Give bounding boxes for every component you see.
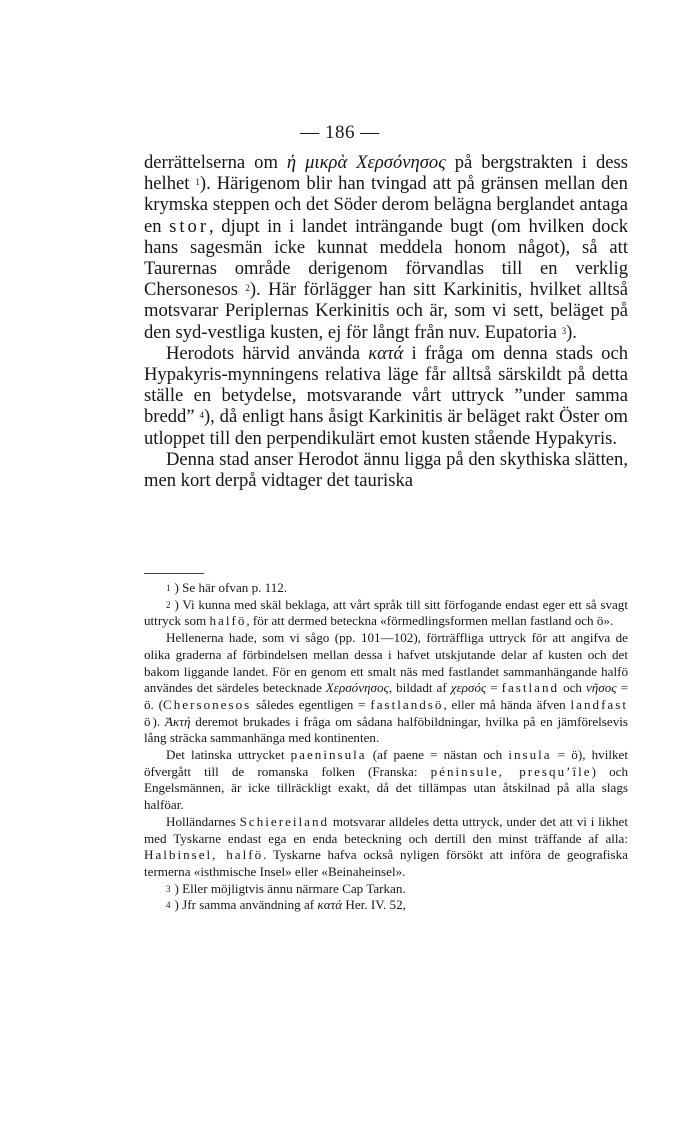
text-run: deremot brukades i fråga om sådana halföbildningar, hvilka på en jämförelsevis lång sträcka sammanhänga med kontinenten. bbox=[144, 713, 628, 746]
emphasized-word: fastland bbox=[501, 680, 560, 696]
footnote-2-para-2 bbox=[144, 630, 628, 747]
greek-word: χερσός bbox=[450, 680, 487, 696]
greek-word: κατά bbox=[317, 897, 343, 913]
text-run: = ö), hvilket öfvergått till de romanska folken (Franska: bbox=[144, 747, 628, 779]
footnote-2 bbox=[144, 597, 628, 630]
text-run: , eller må hända äfven bbox=[443, 696, 571, 712]
text-run: ). bbox=[152, 713, 165, 729]
text-run: ) Jfr samma användning af bbox=[174, 897, 318, 913]
text-run: ), då enligt hans åsigt Karkinitis är beläget rakt Öster om utloppet till den perpendikulärt emot kusten stående Hypakyris. bbox=[144, 406, 628, 449]
emphasized-word: insula bbox=[508, 747, 552, 763]
text-run: , bildadt af bbox=[388, 680, 451, 696]
text-run: ) Vi kunna med skäl beklaga, att vårt språk till sitt förfogande endast eger ett så svagt uttryck som bbox=[144, 596, 628, 629]
footnote-4 bbox=[144, 897, 628, 914]
emphasized-word: Chersonesos bbox=[163, 696, 252, 712]
text-run: Herodots härvid använda bbox=[166, 342, 369, 364]
text-run: Hellenerna hade, som vi sågo (pp. 101—102), förträffliga uttryck för att angifva de olika graderna af förbindelsen mellan dessa i hafvet utskjutande delar af kusten och det bakom liggande landet. För en genom ett smalt näs med fastlandet sammanhängande halfö användes det särdeles betecknade bbox=[144, 630, 628, 696]
footnote-number: 3 bbox=[166, 883, 171, 894]
footnote-ref-3[interactable]: 3 bbox=[561, 325, 567, 336]
page-number: — 186 — bbox=[300, 122, 380, 143]
text-run: Holländarnes bbox=[166, 813, 240, 829]
footnote-2-para-4 bbox=[144, 814, 628, 881]
text-run: = bbox=[486, 680, 502, 696]
footnote-ref-1[interactable]: 1 bbox=[195, 177, 200, 188]
footnote-text: ) Eller möjligtvis ännu närmare Cap Tarkan. bbox=[174, 880, 406, 896]
emphasized-word: landfast ö bbox=[144, 696, 628, 729]
emphasized-word: Schiereiland bbox=[239, 813, 330, 829]
greek-word: Χερσόνησος bbox=[325, 680, 389, 696]
emphasized-word: paeninsula bbox=[290, 747, 367, 763]
text-run: , djupt in i landet inträngande bugt (om hvilken dock hans sagesmän icke kunnat meddela honom något), så att Taurernas område derigenom förvandlas till en verklig Chersonesos bbox=[144, 215, 628, 301]
text-run: på bergstrakten i dess helhet bbox=[144, 152, 628, 195]
greek-word: Ἀκτή bbox=[165, 713, 191, 729]
paragraph-1 bbox=[144, 152, 628, 343]
footnote-text: ) Se här ofvan p. 112. bbox=[174, 580, 288, 595]
footnote-number: 2 bbox=[166, 599, 171, 610]
text-run: i fråga om denna stads och Hypakyris-mynningens relativa läge får alltså särskildt på detta ställe en betydelse, motsvarande vårt uttryck ”under samma bredd” bbox=[144, 342, 629, 428]
greek-word: κατά bbox=[368, 342, 404, 364]
emphasized-word: halfö bbox=[209, 613, 247, 629]
emphasized-word: péninsule, presqu’île bbox=[430, 763, 592, 779]
text-run: ) och Engelsmännen, är icke tillräckligt exakt, då det tillämpas utan åtskilnad på alla slags halföar. bbox=[144, 763, 628, 813]
footnote-number: 1 bbox=[166, 583, 171, 593]
text-run: och bbox=[559, 680, 586, 696]
paragraph-2 bbox=[144, 343, 628, 449]
emphasized-word: Halbinsel, halfö bbox=[144, 847, 264, 863]
footnote-divider bbox=[144, 573, 204, 574]
text-run: = ö. ( bbox=[144, 680, 628, 712]
footnote-3 bbox=[144, 881, 628, 898]
text-run: ). Härigenom blir han tvingad att på gränsen mellan den krymska steppen och det Söder derom belägna berglandet antaga en bbox=[144, 173, 628, 237]
text-run: derrättelserna om bbox=[144, 152, 287, 173]
main-text bbox=[144, 152, 628, 491]
text-run: ). bbox=[566, 321, 577, 343]
greek-word: νῆσος bbox=[585, 680, 617, 696]
text-run: Her. IV. 52, bbox=[342, 897, 406, 913]
footnotes bbox=[144, 580, 628, 914]
footnote-2-para-3 bbox=[144, 747, 628, 814]
footnote-ref-2[interactable]: 2 bbox=[245, 283, 250, 294]
text-run: (af paene = nästan och bbox=[366, 747, 509, 763]
text-run: således egentligen = bbox=[251, 696, 371, 712]
text-run: Det latinska uttrycket bbox=[166, 747, 291, 763]
text-run: motsvarar alldeles detta uttryck, under det att vi i likhet med Tyskarne endast ega en enda beteckning och dertill den minst träffande af alla: bbox=[144, 813, 628, 846]
text-run: ). Här förlägger han sitt Karkinitis, hvilket alltså motsvarar Periplernas Kerkinitis och är, som vi sett, beläget på den syd-vestliga kusten, ej för långt från nuv. Eupatoria bbox=[144, 279, 628, 343]
paragraph-3: Denna stad anser Herodot ännu ligga på den skythiska slätten, men kort derpå vidtager det tauriska bbox=[144, 448, 628, 492]
emphasized-word: fastlandsö bbox=[370, 696, 444, 712]
emphasized-word: stor bbox=[169, 215, 210, 237]
footnote-ref-4[interactable]: 4 bbox=[199, 410, 204, 421]
footnote-number: 4 bbox=[166, 900, 171, 911]
text-run: . Tyskarne hafva också nyligen försökt att införa de geografiska termerna «isthmische Insel» eller «Beinaheinsel». bbox=[144, 847, 628, 879]
footnote-1 bbox=[144, 580, 628, 597]
greek-phrase: ἡ μικρὰ Χερσόνησος bbox=[286, 152, 446, 173]
text-run: , för att dermed beteckna «förmedlingsformen mellan fastland och ö». bbox=[246, 613, 614, 629]
